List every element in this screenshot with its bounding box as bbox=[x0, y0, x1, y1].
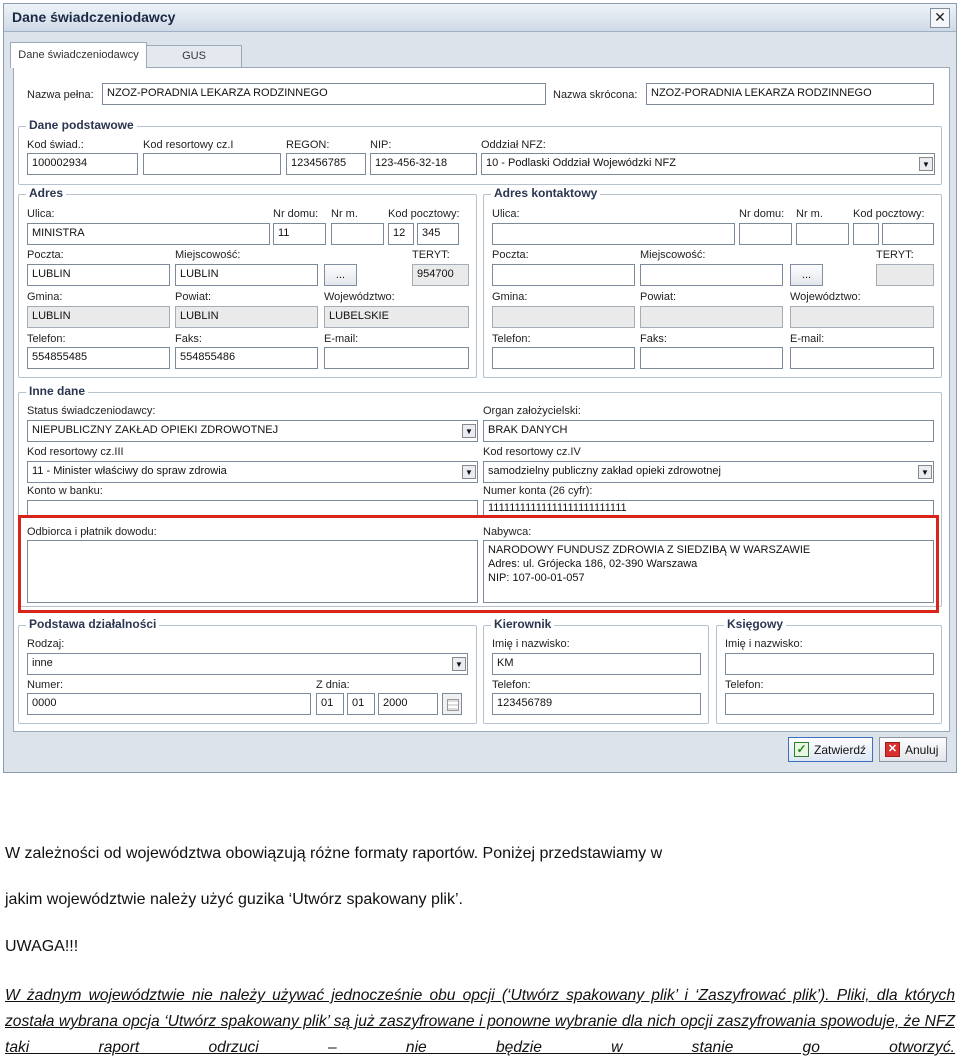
kierownik-imie-field[interactable]: KM bbox=[492, 653, 701, 675]
adres-ulica-label: Ulica: bbox=[27, 208, 55, 220]
podstawa-title: Podstawa działalności bbox=[26, 617, 159, 631]
kontakt-email-label: E-mail: bbox=[790, 333, 825, 345]
organ-label: Organ założycielski: bbox=[483, 405, 581, 417]
dropdown-arrow-icon[interactable]: ▼ bbox=[918, 465, 932, 479]
zdnia-day[interactable]: 01 bbox=[316, 693, 344, 715]
adres-miejscowosc-field[interactable]: LUBLIN bbox=[175, 264, 318, 286]
status-label: Status świadczeniodawcy: bbox=[27, 405, 156, 417]
kontakt-browse-button[interactable]: ... bbox=[790, 264, 823, 286]
adres-powiat-label: Powiat: bbox=[175, 291, 212, 303]
regon-label: REGON: bbox=[286, 139, 330, 151]
calendar-icon[interactable] bbox=[442, 693, 462, 715]
paragraph-line-2: jakim województwie należy użyć guzika ‘Utwórz spakowany plik’. bbox=[5, 891, 463, 908]
dropdown-arrow-icon[interactable]: ▼ bbox=[919, 157, 933, 171]
adres-teryt-label: TERYT: bbox=[412, 249, 450, 261]
adres-kod-part1[interactable]: 12 bbox=[388, 223, 414, 245]
kod-resortowy-1-field[interactable] bbox=[143, 153, 281, 175]
adres-kod-part2[interactable]: 345 bbox=[417, 223, 459, 245]
adres-gmina-label: Gmina: bbox=[27, 291, 63, 303]
kontakt-telefon-field[interactable] bbox=[492, 347, 635, 369]
adres-kontaktowy-title: Adres kontaktowy bbox=[491, 186, 600, 200]
kierownik-title: Kierownik bbox=[491, 617, 554, 631]
nazwa-skrocona-field[interactable]: NZOZ-PORADNIA LEKARZA RODZINNEGO bbox=[646, 83, 934, 105]
rodzaj-value: inne bbox=[32, 657, 53, 669]
rodzaj-select[interactable] bbox=[27, 653, 468, 675]
title-bar bbox=[4, 4, 956, 32]
kontakt-miejscowosc-field[interactable] bbox=[640, 264, 783, 286]
oddzial-nfz-label: Oddział NFZ: bbox=[481, 139, 546, 151]
kod-swiad-field[interactable]: 100002934 bbox=[27, 153, 138, 175]
adres-kod-label: Kod pocztowy: bbox=[388, 208, 460, 220]
adres-nr-domu-label: Nr domu: bbox=[273, 208, 319, 220]
ksiegowy-imie-field[interactable] bbox=[725, 653, 934, 675]
kierownik-imie-label: Imię i nazwisko: bbox=[492, 638, 570, 650]
adres-poczta-field[interactable]: LUBLIN bbox=[27, 264, 170, 286]
kontakt-nr-m-label: Nr m. bbox=[796, 208, 823, 220]
regon-field[interactable]: 123456785 bbox=[286, 153, 366, 175]
ksiegowy-telefon-label: Telefon: bbox=[725, 679, 764, 691]
rodzaj-label: Rodzaj: bbox=[27, 638, 65, 650]
kontakt-telefon-label: Telefon: bbox=[492, 333, 531, 345]
kontakt-ulica-field[interactable] bbox=[492, 223, 735, 245]
dropdown-arrow-icon[interactable]: ▼ bbox=[462, 424, 476, 438]
kontakt-wojewodztwo-label: Województwo: bbox=[790, 291, 861, 303]
dane-podstawowe-title: Dane podstawowe bbox=[26, 118, 137, 132]
warning-heading: UWAGA!!! bbox=[5, 938, 79, 955]
dropdown-arrow-icon[interactable]: ▼ bbox=[452, 657, 466, 671]
odbiorca-label: Odbiorca i płatnik dowodu: bbox=[27, 526, 157, 538]
nazwa-pelna-label: Nazwa pełna: bbox=[27, 89, 94, 101]
nr-konta-field[interactable]: 11111111111111111111111111 bbox=[483, 500, 934, 518]
numer-field[interactable]: 0000 bbox=[27, 693, 311, 715]
nip-label: NIP: bbox=[370, 139, 392, 151]
adres-faks-field[interactable]: 554855486 bbox=[175, 347, 318, 369]
kontakt-poczta-label: Poczta: bbox=[492, 249, 529, 261]
kontakt-ulica-label: Ulica: bbox=[492, 208, 520, 220]
kod-resortowy-1-label: Kod resortowy cz.I bbox=[143, 139, 234, 151]
kontakt-nr-m-field[interactable] bbox=[796, 223, 849, 245]
zdnia-label: Z dnia: bbox=[316, 679, 350, 691]
kontakt-gmina-field bbox=[492, 306, 635, 328]
nip-field[interactable]: 123-456-32-18 bbox=[370, 153, 477, 175]
ksiegowy-imie-label: Imię i nazwisko: bbox=[725, 638, 803, 650]
kontakt-kod-part1[interactable] bbox=[853, 223, 879, 245]
cancel-label: Anuluj bbox=[905, 743, 939, 757]
adres-gmina-field: LUBLIN bbox=[27, 306, 170, 328]
zdnia-year[interactable]: 2000 bbox=[378, 693, 438, 715]
adres-wojewodztwo-field: LUBELSKIE bbox=[324, 306, 469, 328]
status-select[interactable] bbox=[27, 420, 478, 442]
adres-nr-m-label: Nr m. bbox=[331, 208, 358, 220]
adres-browse-button[interactable]: ... bbox=[324, 264, 357, 286]
zdnia-month[interactable]: 01 bbox=[347, 693, 375, 715]
window-title: Dane świadczeniodawcy bbox=[12, 9, 176, 25]
adres-poczta-label: Poczta: bbox=[27, 249, 64, 261]
kontakt-kod-label: Kod pocztowy: bbox=[853, 208, 925, 220]
oddzial-nfz-value: 10 - Podlaski Oddział Wojewódzki NFZ bbox=[486, 157, 676, 169]
kontakt-wojewodztwo-field bbox=[790, 306, 934, 328]
adres-telefon-field[interactable]: 554855485 bbox=[27, 347, 170, 369]
adres-faks-label: Faks: bbox=[175, 333, 202, 345]
inne-dane-title: Inne dane bbox=[26, 384, 88, 398]
adres-powiat-field: LUBLIN bbox=[175, 306, 318, 328]
adres-email-label: E-mail: bbox=[324, 333, 359, 345]
kod-resortowy-4-select[interactable] bbox=[483, 461, 934, 483]
kierownik-telefon-field[interactable]: 123456789 bbox=[492, 693, 701, 715]
tab-dane-swiadczeniodawcy[interactable]: Dane świadczeniodawcy bbox=[10, 42, 147, 68]
dialog-window bbox=[3, 3, 957, 773]
adres-telefon-label: Telefon: bbox=[27, 333, 66, 345]
status-value: NIEPUBLICZNY ZAKŁAD OPIEKI ZDROWOTNEJ bbox=[32, 424, 279, 436]
kontakt-faks-label: Faks: bbox=[640, 333, 667, 345]
nabywca-field[interactable]: NARODOWY FUNDUSZ ZDROWIA Z SIEDZIBĄ W WARSZAWIE Adres: ul. Grójecka 186, 02-390 Warszawa NIP: 107-00-01-057 bbox=[483, 540, 934, 603]
organ-field[interactable]: BRAK DANYCH bbox=[483, 420, 934, 442]
kod-resortowy-4-label: Kod resortowy cz.IV bbox=[483, 446, 581, 458]
kontakt-poczta-field[interactable] bbox=[492, 264, 635, 286]
kod-resortowy-4-value: samodzielny publiczny zakład opieki zdrowotnej bbox=[488, 465, 721, 477]
kontakt-miejscowosc-label: Miejscowość: bbox=[640, 249, 706, 261]
confirm-label: Zatwierdź bbox=[814, 743, 867, 757]
adres-nr-domu-field[interactable]: 11 bbox=[273, 223, 326, 245]
kontakt-teryt-label: TERYT: bbox=[876, 249, 914, 261]
adres-email-field[interactable] bbox=[324, 347, 469, 369]
adres-wojewodztwo-label: Województwo: bbox=[324, 291, 395, 303]
kontakt-teryt-field bbox=[876, 264, 934, 286]
kontakt-email-field[interactable] bbox=[790, 347, 934, 369]
adres-miejscowosc-label: Miejscowość: bbox=[175, 249, 241, 261]
dropdown-arrow-icon[interactable]: ▼ bbox=[462, 465, 476, 479]
adres-nr-m-field[interactable] bbox=[331, 223, 384, 245]
adres-teryt-field: 954700 bbox=[412, 264, 469, 286]
kontakt-faks-field[interactable] bbox=[640, 347, 783, 369]
kontakt-nr-domu-label: Nr domu: bbox=[739, 208, 785, 220]
cancel-button[interactable] bbox=[879, 737, 947, 762]
kontakt-kod-part2[interactable] bbox=[882, 223, 934, 245]
adres-ulica-field[interactable]: MINISTRA bbox=[27, 223, 270, 245]
kierownik-telefon-label: Telefon: bbox=[492, 679, 531, 691]
nazwa-pelna-field[interactable]: NZOZ-PORADNIA LEKARZA RODZINNEGO bbox=[102, 83, 546, 105]
checkmark-icon: ✓ bbox=[794, 742, 809, 757]
nabywca-label: Nabywca: bbox=[483, 526, 532, 538]
ksiegowy-telefon-field[interactable] bbox=[725, 693, 934, 715]
highlight-box bbox=[18, 515, 939, 613]
close-icon: ✕ bbox=[885, 742, 900, 757]
kod-resortowy-3-value: 11 - Minister właściwy do spraw zdrowia bbox=[32, 465, 227, 477]
confirm-button[interactable] bbox=[788, 737, 873, 762]
warning-text: W żadnym województwie nie należy używać jednocześnie obu opcji (‘Utwórz spakowany plik’ i ‘Zaszyfrować plik’). Pliki, dla których została wybrana opcja ‘Utwórz spakowany plik’ są już zaszyfrowane i ponowne wybranie dla nich opcji zaszyfrowania spowoduje, że NFZ taki raport odrzuci – nie będzie w stanie go otworzyć. bbox=[5, 987, 955, 1056]
kod-swiad-label: Kod świad.: bbox=[27, 139, 84, 151]
kod-resortowy-3-label: Kod resortowy cz.III bbox=[27, 446, 124, 458]
kod-resortowy-3-select[interactable] bbox=[27, 461, 478, 483]
paragraph-line-1: W zależności od województwa obowiązują różne formaty raportów. Poniżej przedstawiamy w bbox=[5, 845, 663, 862]
tab-gus[interactable]: GUS bbox=[146, 45, 242, 67]
numer-label: Numer: bbox=[27, 679, 64, 691]
adres-title: Adres bbox=[26, 186, 66, 200]
konto-label: Konto w banku: bbox=[27, 485, 103, 497]
kontakt-nr-domu-field[interactable] bbox=[739, 223, 792, 245]
nr-konta-label: Numer konta (26 cyfr): bbox=[483, 485, 593, 497]
oddzial-nfz-select[interactable] bbox=[481, 153, 935, 175]
kontakt-powiat-field bbox=[640, 306, 783, 328]
ksiegowy-title: Księgowy bbox=[724, 617, 786, 631]
kontakt-gmina-label: Gmina: bbox=[492, 291, 528, 303]
nazwa-skrocona-label: Nazwa skrócona: bbox=[553, 89, 638, 101]
close-button[interactable]: ✕ bbox=[930, 8, 950, 28]
kontakt-powiat-label: Powiat: bbox=[640, 291, 677, 303]
